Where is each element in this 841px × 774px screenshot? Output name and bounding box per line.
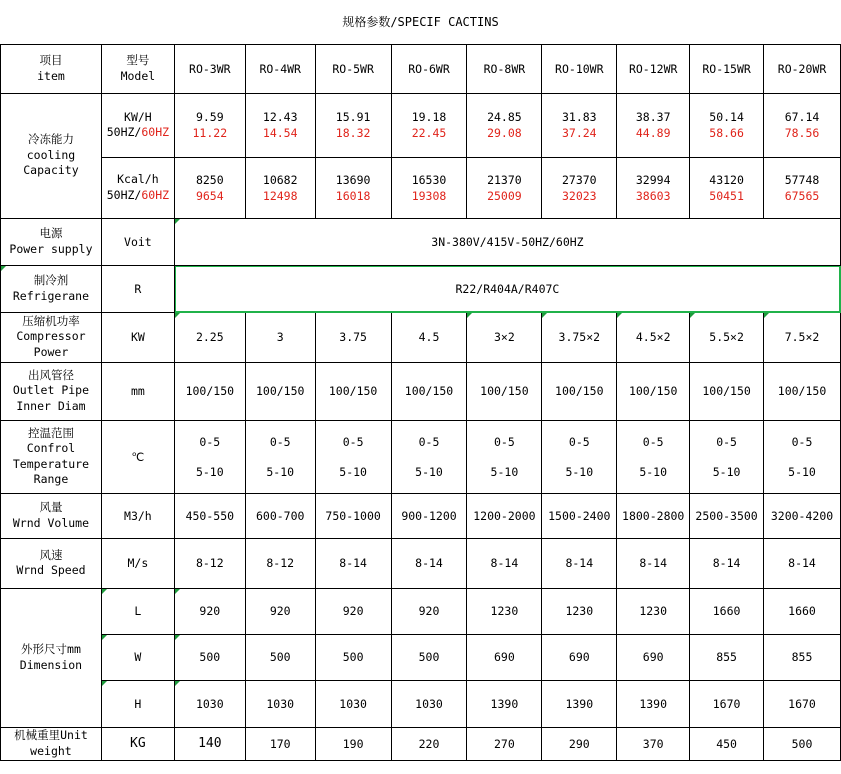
value-60hz: 78.56 bbox=[784, 126, 820, 140]
dimension-l-cell: 920 bbox=[315, 588, 391, 634]
refrigerant-label-cn: 制冷剂 bbox=[33, 273, 69, 287]
dimension-w-cell: 500 bbox=[245, 634, 315, 680]
wind-speed-cell: 8-14 bbox=[690, 538, 764, 588]
dimension-h-unit: H bbox=[101, 680, 174, 727]
dimension-w-cell: 690 bbox=[467, 634, 542, 680]
weight-row bbox=[1, 727, 841, 760]
capacity-kcal-cell bbox=[245, 157, 315, 218]
value-50hz: 43120 bbox=[709, 172, 744, 187]
wind-volume-cell: 3200-4200 bbox=[764, 493, 841, 538]
value-50hz: 16530 bbox=[411, 172, 447, 187]
outlet-cell: 100/150 bbox=[174, 362, 245, 420]
temp-cell bbox=[245, 420, 315, 493]
page-title: 规格参数/SPECIF CACTINS bbox=[342, 14, 499, 29]
capacity-kw-cell bbox=[690, 93, 764, 157]
temp-unit: ℃ bbox=[101, 420, 174, 493]
temp-cell bbox=[315, 420, 391, 493]
compressor-cell: 7.5×2 bbox=[764, 312, 841, 362]
outlet-cell: 100/150 bbox=[764, 362, 841, 420]
capacity-kcal-cell bbox=[174, 157, 245, 218]
header-item-cn: 项目 bbox=[39, 53, 63, 67]
refrigerant-row bbox=[1, 265, 841, 312]
dimension-w-cell: 690 bbox=[542, 634, 617, 680]
wind-speed-label-en: Wrnd Speed bbox=[16, 563, 86, 577]
value-50hz: 32994 bbox=[635, 172, 671, 187]
compressor-label bbox=[1, 312, 102, 362]
value-60hz: 38603 bbox=[635, 188, 671, 203]
model-name: RO-3WR bbox=[174, 44, 245, 93]
capacity-label-en1: cooling bbox=[26, 147, 76, 162]
temp-range-1: 0-5 bbox=[716, 434, 737, 449]
compressor-row bbox=[1, 312, 841, 362]
capacity-kcal-row bbox=[1, 157, 841, 218]
dimension-l-cell: 1660 bbox=[764, 588, 841, 634]
compressor-cell: 2.25 bbox=[174, 312, 245, 362]
value-50hz: 67.14 bbox=[784, 110, 820, 124]
capacity-kw-cell bbox=[617, 93, 690, 157]
wind-speed-cell: 8-14 bbox=[391, 538, 467, 588]
dimension-label bbox=[1, 588, 102, 727]
capacity-kw-row bbox=[1, 93, 841, 157]
outlet-unit: mm bbox=[101, 362, 174, 420]
dimension-h-cell: 1670 bbox=[764, 680, 841, 727]
temp-cell bbox=[690, 420, 764, 493]
dimension-h-cell: 1030 bbox=[174, 680, 245, 727]
model-name: RO-20WR bbox=[764, 44, 841, 93]
wind-volume-label-en: Wrnd Volume bbox=[12, 515, 90, 530]
unit-line: Kcal/h bbox=[117, 172, 159, 186]
power-supply-label bbox=[1, 218, 102, 265]
temp-range-1: 0-5 bbox=[199, 434, 221, 449]
outlet-cell: 100/150 bbox=[315, 362, 391, 420]
header-model bbox=[101, 44, 174, 93]
capacity-kw-cell bbox=[174, 93, 245, 157]
value-50hz: 10682 bbox=[262, 172, 298, 187]
dimension-l-cell: 920 bbox=[245, 588, 315, 634]
temp-label-en3: Range bbox=[33, 472, 69, 486]
value-50hz: 13690 bbox=[335, 172, 371, 187]
wind-speed-cell: 8-14 bbox=[617, 538, 690, 588]
dimension-l-cell: 1230 bbox=[617, 588, 690, 634]
compressor-unit: KW bbox=[101, 312, 174, 362]
wind-speed-cell: 8-14 bbox=[542, 538, 617, 588]
temp-label-cn: 控温范围 bbox=[27, 425, 74, 440]
capacity-label bbox=[1, 93, 102, 218]
value-50hz: 8250 bbox=[195, 172, 224, 187]
value-60hz: 25009 bbox=[487, 188, 522, 203]
refrigerant-unit: R bbox=[101, 265, 174, 312]
value-60hz: 16018 bbox=[335, 188, 371, 203]
power-supply-label-en: Power supply bbox=[9, 241, 93, 256]
model-name: RO-4WR bbox=[245, 44, 315, 93]
outlet-cell: 100/150 bbox=[391, 362, 467, 420]
power-supply-label-cn: 电源 bbox=[39, 226, 63, 240]
wind-volume-cell: 750-1000 bbox=[315, 493, 391, 538]
temp-range-2: 5-10 bbox=[490, 464, 519, 479]
dimension-h-cell: 1670 bbox=[690, 680, 764, 727]
temp-range-1: 0-5 bbox=[642, 434, 664, 449]
capacity-kcal-cell bbox=[542, 157, 617, 218]
capacity-kw-cell bbox=[764, 93, 841, 157]
temp-row bbox=[1, 420, 841, 493]
model-name: RO-8WR bbox=[467, 44, 542, 93]
weight-unit: KG bbox=[101, 727, 174, 760]
capacity-kw-cell bbox=[391, 93, 467, 157]
dimension-w-cell: 500 bbox=[174, 634, 245, 680]
outlet-cell: 100/150 bbox=[617, 362, 690, 420]
value-50hz: 31.83 bbox=[561, 110, 597, 124]
header-row bbox=[1, 44, 841, 93]
weight-label bbox=[1, 727, 102, 760]
dimension-h-cell: 1030 bbox=[315, 680, 391, 727]
dimension-h-cell: 1390 bbox=[467, 680, 542, 727]
value-50hz: 24.85 bbox=[487, 110, 522, 124]
outlet-row bbox=[1, 362, 841, 420]
weight-cell: 190 bbox=[315, 727, 391, 760]
wind-speed-cell: 8-12 bbox=[174, 538, 245, 588]
dimension-l-cell: 1230 bbox=[542, 588, 617, 634]
capacity-kcal-cell bbox=[315, 157, 391, 218]
dimension-l-cell: 920 bbox=[391, 588, 467, 634]
capacity-kcal-cell bbox=[617, 157, 690, 218]
weight-cell: 500 bbox=[764, 727, 841, 760]
wind-speed-cell: 8-14 bbox=[315, 538, 391, 588]
value-50hz: 12.43 bbox=[262, 110, 298, 124]
compressor-label-en1: Compressor bbox=[16, 329, 86, 344]
dimension-l-cell: 920 bbox=[174, 588, 245, 634]
unit-50hz: 50HZ/ bbox=[106, 125, 142, 139]
temp-range-2: 5-10 bbox=[639, 464, 668, 479]
weight-cell: 370 bbox=[617, 727, 690, 760]
weight-label-cn: 机械重里Unit bbox=[14, 728, 88, 742]
weight-cell: 270 bbox=[467, 727, 542, 760]
wind-speed-cell: 8-12 bbox=[245, 538, 315, 588]
refrigerant-label-en: Refrigerane bbox=[12, 288, 90, 303]
dimension-l-row bbox=[1, 588, 841, 634]
compressor-cell: 3.75×2 bbox=[542, 312, 617, 362]
dimension-w-cell: 855 bbox=[764, 634, 841, 680]
capacity-kw-cell bbox=[315, 93, 391, 157]
temp-range-1: 0-5 bbox=[342, 434, 364, 449]
dimension-label-cn: 外形尺寸mm bbox=[21, 642, 81, 656]
value-60hz: 9654 bbox=[195, 188, 224, 203]
value-60hz: 22.45 bbox=[411, 126, 447, 140]
weight-cell: 140 bbox=[174, 727, 245, 760]
capacity-kw-cell bbox=[245, 93, 315, 157]
value-60hz: 18.32 bbox=[335, 126, 371, 140]
wind-volume-cell: 450-550 bbox=[174, 493, 245, 538]
value-60hz: 32023 bbox=[561, 188, 597, 203]
wind-speed-cell: 8-14 bbox=[764, 538, 841, 588]
value-50hz: 9.59 bbox=[195, 110, 224, 124]
temp-range-1: 0-5 bbox=[269, 434, 291, 449]
compressor-label-cn: 压缩机功率 bbox=[22, 313, 80, 328]
wind-volume-cell: 2500-3500 bbox=[690, 493, 764, 538]
value-60hz: 11.22 bbox=[192, 126, 228, 140]
wind-speed-cell: 8-14 bbox=[467, 538, 542, 588]
wind-volume-label bbox=[1, 493, 102, 538]
compressor-label-en2: Power bbox=[33, 344, 69, 359]
dimension-h-cell: 1390 bbox=[617, 680, 690, 727]
wind-speed-unit: M/s bbox=[101, 538, 174, 588]
capacity-kcal-unit bbox=[101, 157, 174, 218]
wind-volume-cell: 1200-2000 bbox=[467, 493, 542, 538]
capacity-label-cn: 冷冻能力 bbox=[27, 132, 74, 147]
wind-volume-cell: 900-1200 bbox=[391, 493, 467, 538]
outlet-cell: 100/150 bbox=[690, 362, 764, 420]
temp-cell bbox=[764, 420, 841, 493]
temp-range-2: 5-10 bbox=[195, 464, 224, 479]
weight-cell: 290 bbox=[542, 727, 617, 760]
dimension-h-cell: 1030 bbox=[245, 680, 315, 727]
temp-cell bbox=[542, 420, 617, 493]
outlet-cell: 100/150 bbox=[467, 362, 542, 420]
wind-volume-unit: M3/h bbox=[101, 493, 174, 538]
unit-line bbox=[102, 125, 174, 141]
outlet-label-cn: 出风管径 bbox=[27, 367, 74, 382]
wind-volume-cell: 1800-2800 bbox=[617, 493, 690, 538]
header-item bbox=[1, 44, 102, 93]
header-model-cn: 型号 bbox=[126, 53, 150, 67]
value-50hz: 27370 bbox=[561, 172, 597, 187]
refrigerant-label bbox=[1, 265, 102, 312]
header-item-en: item bbox=[37, 68, 65, 83]
capacity-kcal-cell bbox=[467, 157, 542, 218]
weight-label-en: weight bbox=[30, 743, 72, 758]
dimension-w-cell: 855 bbox=[690, 634, 764, 680]
outlet-label-en2: Inner Diam bbox=[16, 398, 86, 413]
compressor-cell: 4.5 bbox=[391, 312, 467, 362]
compressor-cell: 3×2 bbox=[467, 312, 542, 362]
capacity-label-en2: Capacity bbox=[23, 163, 79, 178]
wind-volume-label-cn: 风量 bbox=[39, 500, 63, 514]
dimension-w-row bbox=[1, 634, 841, 680]
value-50hz: 21370 bbox=[487, 172, 522, 187]
dimension-h-row bbox=[1, 680, 841, 727]
temp-label-en1: Confrol bbox=[26, 441, 76, 455]
value-60hz: 44.89 bbox=[635, 126, 671, 140]
temp-range-2: 5-10 bbox=[565, 464, 594, 479]
capacity-kw-unit bbox=[101, 93, 174, 157]
capacity-kcal-cell bbox=[690, 157, 764, 218]
value-60hz: 67565 bbox=[784, 188, 820, 203]
dimension-h-cell: 1390 bbox=[542, 680, 617, 727]
compressor-cell: 5.5×2 bbox=[690, 312, 764, 362]
temp-cell bbox=[467, 420, 542, 493]
temp-range-2: 5-10 bbox=[712, 464, 741, 479]
value-50hz: 50.14 bbox=[709, 110, 744, 124]
wind-speed-label bbox=[1, 538, 102, 588]
dimension-l-unit: L bbox=[101, 588, 174, 634]
compressor-cell: 4.5×2 bbox=[617, 312, 690, 362]
temp-label-en2: Temperature bbox=[12, 456, 90, 471]
outlet-label bbox=[1, 362, 102, 420]
value-60hz: 19308 bbox=[411, 188, 447, 203]
capacity-kcal-cell bbox=[391, 157, 467, 218]
wind-speed-label-cn: 风速 bbox=[39, 547, 63, 562]
value-60hz: 37.24 bbox=[561, 126, 597, 140]
temp-range-1: 0-5 bbox=[494, 434, 515, 449]
outlet-label-en1: Outlet Pipe bbox=[12, 383, 90, 398]
outlet-cell: 100/150 bbox=[542, 362, 617, 420]
wind-volume-cell: 600-700 bbox=[245, 493, 315, 538]
dimension-w-cell: 500 bbox=[315, 634, 391, 680]
wind-volume-row bbox=[1, 493, 841, 538]
value-50hz: 19.18 bbox=[411, 110, 447, 124]
unit-50hz: 50HZ/ bbox=[106, 187, 142, 202]
unit-line bbox=[102, 188, 174, 204]
dimension-w-cell: 690 bbox=[617, 634, 690, 680]
power-supply-value: 3N-380V/415V-50HZ/60HZ bbox=[174, 218, 840, 265]
temp-cell bbox=[617, 420, 690, 493]
compressor-cell: 3 bbox=[245, 312, 315, 362]
unit-60hz: 60HZ bbox=[141, 125, 170, 139]
dimension-w-unit: W bbox=[101, 634, 174, 680]
temp-range-1: 0-5 bbox=[568, 434, 590, 449]
value-60hz: 14.54 bbox=[262, 126, 298, 140]
temp-cell bbox=[391, 420, 467, 493]
value-50hz: 15.91 bbox=[335, 110, 371, 124]
temp-label bbox=[1, 420, 102, 493]
model-name: RO-12WR bbox=[617, 44, 690, 93]
temp-range-1: 0-5 bbox=[418, 434, 440, 449]
temp-range-2: 5-10 bbox=[788, 464, 816, 479]
temp-cell bbox=[174, 420, 245, 493]
value-60hz: 12498 bbox=[262, 188, 298, 203]
dimension-h-cell: 1030 bbox=[391, 680, 467, 727]
value-60hz: 29.08 bbox=[487, 126, 522, 140]
outlet-cell: 100/150 bbox=[245, 362, 315, 420]
dimension-w-cell: 500 bbox=[391, 634, 467, 680]
temp-range-2: 5-10 bbox=[339, 464, 367, 479]
value-50hz: 57748 bbox=[784, 172, 820, 187]
temp-range-2: 5-10 bbox=[266, 464, 295, 479]
capacity-kw-cell bbox=[542, 93, 617, 157]
model-name: RO-5WR bbox=[315, 44, 391, 93]
capacity-kw-cell bbox=[467, 93, 542, 157]
model-name: RO-15WR bbox=[690, 44, 764, 93]
unit-60hz: 60HZ bbox=[141, 187, 170, 202]
power-supply-unit: Voit bbox=[101, 218, 174, 265]
model-name: RO-10WR bbox=[542, 44, 617, 93]
power-supply-row bbox=[1, 218, 841, 265]
dimension-l-cell: 1230 bbox=[467, 588, 542, 634]
refrigerant-value: R22/R404A/R407C bbox=[174, 265, 840, 312]
weight-cell: 170 bbox=[245, 727, 315, 760]
capacity-kcal-cell bbox=[764, 157, 841, 218]
value-60hz: 50451 bbox=[709, 188, 744, 203]
dimension-l-cell: 1660 bbox=[690, 588, 764, 634]
value-60hz: 58.66 bbox=[709, 126, 744, 140]
header-model-en: Model bbox=[120, 68, 156, 83]
temp-range-1: 0-5 bbox=[791, 434, 813, 449]
wind-volume-cell: 1500-2400 bbox=[542, 493, 617, 538]
weight-cell: 220 bbox=[391, 727, 467, 760]
temp-range-2: 5-10 bbox=[415, 464, 443, 479]
compressor-cell: 3.75 bbox=[315, 312, 391, 362]
model-name: RO-6WR bbox=[391, 44, 467, 93]
weight-cell: 450 bbox=[690, 727, 764, 760]
dimension-label-en: Dimension bbox=[19, 657, 83, 672]
wind-speed-row bbox=[1, 538, 841, 588]
value-50hz: 38.37 bbox=[635, 110, 671, 124]
unit-line: KW/H bbox=[124, 109, 152, 124]
